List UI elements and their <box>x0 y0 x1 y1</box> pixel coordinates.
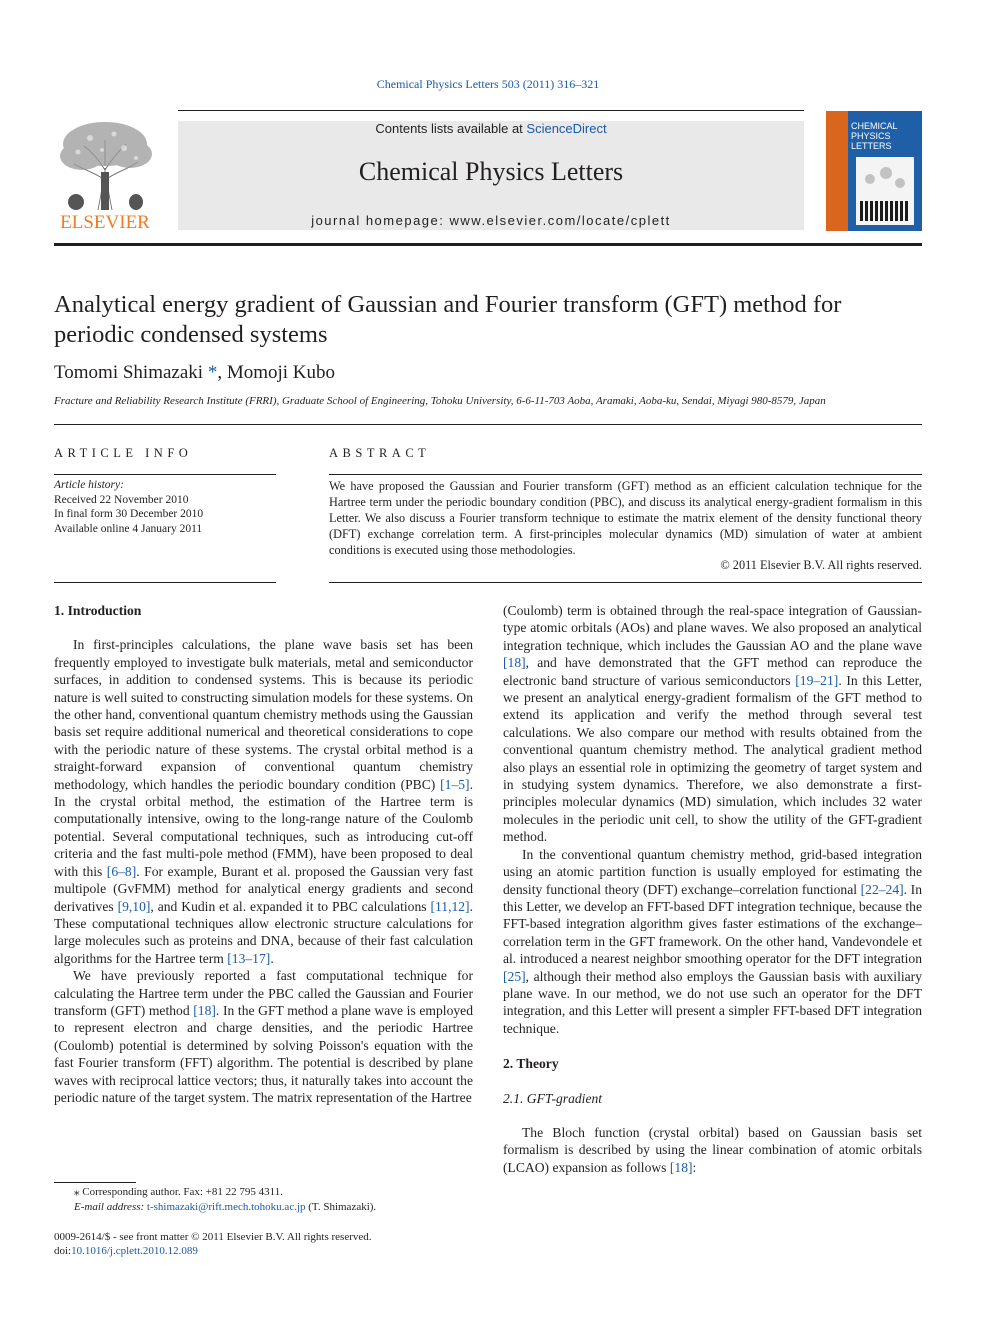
paragraph-text: . In this Letter, we develop an FFT-based DFT integration technique, because the FFT-based integration algorithm gives faster estimations of the exchange–correlation term in the GFT framework. On the other hand, Vandevondele et al. introduced a nearest neighbor smoothing operator for the DFT integration <box>503 881 923 967</box>
citation-link[interactable]: [18] <box>193 1002 216 1018</box>
cover-image <box>856 157 914 225</box>
contents-line <box>178 121 804 136</box>
contents-prefix: Contents lists available at <box>375 121 527 136</box>
corresponding-author-mark[interactable]: * <box>207 362 218 383</box>
paragraph-text: . In the GFT method a plane wave is employed to represent electron and charge densities, and the periodic Hartree (Coulomb) potential is determined by solving Poisson's equation with the fast Fourier transform (FFT) algorithm. The potential is described by plane waves with reciprocal lattice vectors; thus, it naturally takes into account the periodic nature of the target system. The matrix representation of the Hartree <box>54 1002 473 1105</box>
issn-line: 0009-2614/$ - see front matter © 2011 Elsevier B.V. All rights reserved. <box>54 1231 372 1243</box>
history-received: Received 22 November 2010 <box>54 493 189 506</box>
homepage-url[interactable]: www.elsevier.com/locate/cplett <box>449 213 671 228</box>
publisher-wordmark: ELSEVIER <box>60 212 150 233</box>
citation-link[interactable]: [9,10] <box>117 898 151 914</box>
history-online: Available online 4 January 2011 <box>54 522 203 535</box>
masthead-top-rule <box>178 110 804 111</box>
subsection-heading-gft-gradient: 2.1. GFT-gradient <box>503 1090 603 1106</box>
footnote-line <box>54 1200 473 1215</box>
elsevier-logo[interactable] <box>54 120 156 232</box>
journal-reference[interactable] <box>0 77 976 92</box>
abstract-rule-top <box>329 474 922 475</box>
abstract-text: We have proposed the Gaussian and Fourier transform (GFT) method as an efficient calculation technique for the Hartree term under the periodic boundary condition (PBC), and discuss its analytical energy-gradient formalism in this Letter. We also discuss a Fourier transform technique to estimate the matrix element of the density functional theory (DFT) exchange correlation term. A first-principles molecular dynamics (MD) simulation of water at ambient conditions is executed using those methodologies. <box>329 479 922 557</box>
cover-side-strip <box>826 111 848 231</box>
article-info-rule-bottom <box>54 582 276 583</box>
paragraph <box>503 602 922 846</box>
footnote-rule <box>54 1182 136 1183</box>
masthead-bottom-rule <box>54 243 922 246</box>
journal-cover[interactable] <box>826 111 922 231</box>
email-label: E-mail address: <box>74 1201 145 1213</box>
front-matter <box>54 1230 473 1258</box>
footnote-star: ⁎ <box>74 1186 80 1198</box>
author-name: Tomomi Shimazaki <box>54 362 204 383</box>
citation-link[interactable]: [11,12] <box>430 898 470 914</box>
paragraph-text: In first-principles calculations, the plane wave basis set has been frequently employed to investigate bulk materials, metal and semiconductor surfaces, in addition to condensed systems. This is because its periodic nature is well suited to constructing simulation models for these systems. On the other hand, conventional quantum chemistry methods using the Gaussian basis set require additional numerical and theoretical considerations to cope with the periodic nature of these systems. The crystal orbital method is a straight-forward expansion of conventional quantum chemistry methodology, which handles the periodic boundary condition (PBC) <box>54 637 473 792</box>
paragraph-text: . For example, Burant et al. proposed the Gaussian very fast multipole (GvFMM) method for analytical energy gradients and second derivatives <box>54 863 473 914</box>
history-final-form: In final form 30 December 2010 <box>54 508 204 520</box>
paragraph-text: . In the crystal orbital method, the estimation of the Hartree term is computationally intensive, owing to the long-range nature of the Coulomb potential. Several computational techniques, such as introducing cut-off criteria and the fast multi-pole method (FMM), have been proposed to deal with this <box>54 776 473 879</box>
corresponding-author-footnote <box>54 1185 473 1215</box>
homepage-prefix: journal homepage: <box>311 213 450 228</box>
cover-graphic <box>856 157 914 225</box>
paragraph-text: . In this Letter, we present an analytical energy-gradient formalism of the GFT method to extend its application and verify the method through several test calculations. We also compare our method with results obtained from the conventional quantum chemistry method. The analytical gradient method also plays an essential role in optimizing the geometry of target system and in studying system dynamics. Therefore, we also demonstrate a first-principles molecular dynamics (MD) simulation, which includes 32 water molecules in the periodic unit cell, to show the utility of the GFT-gradient method. <box>503 672 922 845</box>
citation-link[interactable]: [19–21] <box>795 672 839 688</box>
paragraph-text: , and have demonstrated that the GFT method can reproduce the electronic band structure of various semiconductors <box>503 655 922 688</box>
body-column-left <box>54 602 473 1106</box>
doi-link[interactable]: 10.1016/j.cplett.2010.12.089 <box>71 1245 198 1257</box>
cover-title <box>851 121 921 151</box>
footnote-line <box>54 1185 473 1200</box>
citation-link[interactable]: [18] <box>669 1159 693 1175</box>
affiliation: Fracture and Reliability Research Institute (FRRI), Graduate School of Engineering, Tohoku University, 6-6-11-703 Aoba, Aramaki, Aoba-ku, Sendai, Miyagi 980-8579, Japan <box>54 395 826 407</box>
abstract-rule-bottom <box>329 582 922 583</box>
footnote-corresponding: Corresponding author. Fax: +81 22 795 4311. <box>82 1186 283 1198</box>
author-list <box>54 362 335 384</box>
tree-icon <box>54 120 156 212</box>
citation-link[interactable]: [25] <box>503 968 526 984</box>
author-email-link[interactable]: t-shimazaki@rift.mech.tohoku.ac.jp <box>146 1201 306 1213</box>
paragraph-text: . <box>270 950 274 966</box>
paragraph <box>54 636 473 967</box>
article-title: Analytical energy gradient of Gaussian and Fourier transform (GFT) method for periodic condensed systems <box>54 291 842 348</box>
author-name: Momoji Kubo <box>226 362 336 383</box>
doi-line <box>54 1244 473 1258</box>
author-separator: , <box>217 362 227 383</box>
paragraph-text: : <box>692 1159 697 1175</box>
citation-link[interactable]: [13–17] <box>227 950 271 966</box>
cover-title-line: PHYSICS <box>851 131 891 141</box>
citation-link[interactable]: [22–24] <box>860 881 904 897</box>
paragraph-text: In the conventional quantum chemistry method, grid-based integration using an atomic partition function is usually employed for estimating the density functional theory (DFT) exchange–correlation functional <box>503 846 922 897</box>
body-column-right <box>503 602 922 1176</box>
paragraph-text: (Coulomb) term is obtained through the real-space integration of Gaussian-type atomic orbitals (AOs) and plane waves. We also proposed an analytical integration technique, which includes the Gaussian AO and the plane wave <box>503 603 922 653</box>
paragraph-text: We have previously reported a fast computational technique for calculating the Hartree term under the PBC called the Gaussian and Fourier transform (GFT) method <box>54 968 473 1018</box>
article-history <box>54 478 276 536</box>
abstract-heading: ABSTRACT <box>329 446 431 460</box>
email-owner: (T. Shimazaki). <box>308 1201 377 1213</box>
section-heading-introduction: 1. Introduction <box>54 603 142 618</box>
citation-link[interactable]: [18] <box>503 655 526 671</box>
journal-title: Chemical Physics Letters <box>358 157 624 186</box>
journal-reference-link[interactable]: Chemical Physics Letters 503 (2011) 316–321 <box>376 77 600 91</box>
journal-banner <box>178 121 804 230</box>
paragraph-text: The Bloch function (crystal orbital) based on Gaussian basis set formalism is described by using the linear combination of atomic orbitals (LCAO) expansion as follows <box>503 1124 922 1175</box>
abstract-copyright: © 2011 Elsevier B.V. All rights reserved. <box>720 558 922 572</box>
paragraph <box>503 846 922 1037</box>
paragraph <box>54 967 473 1106</box>
paragraph-text: , and Kudin et al. expanded it to PBC calculations <box>150 898 431 914</box>
doi-label: doi: <box>54 1245 72 1257</box>
cover-title-line: LETTERS <box>851 141 892 151</box>
affiliation-rule <box>54 424 922 425</box>
cover-title-line: CHEMICAL <box>851 121 898 131</box>
history-label: Article history: <box>54 479 124 491</box>
section-heading-theory: 2. Theory <box>503 1056 559 1072</box>
sciencedirect-link[interactable]: ScienceDirect <box>526 121 607 136</box>
journal-homepage <box>178 213 804 228</box>
article-info-heading: ARTICLE INFO <box>54 446 193 460</box>
citation-link[interactable]: [1–5] <box>440 776 470 792</box>
paragraph-text: . These computational techniques allow electronic structure calculations for large molecules such as proteins and DNA, because of their fast calculation algorithms for the Hartree term <box>54 898 473 966</box>
paragraph-text: , although their method also employs the Gaussian basis with auxiliary plane wave. In our method, we do not use such an operator for the DFT integration, and this Letter will present a simpler FFT-based DFT integration technique. <box>503 968 922 1036</box>
article-info-rule-top <box>54 474 276 475</box>
paragraph <box>503 1124 922 1176</box>
citation-link[interactable]: [6–8] <box>106 863 137 879</box>
